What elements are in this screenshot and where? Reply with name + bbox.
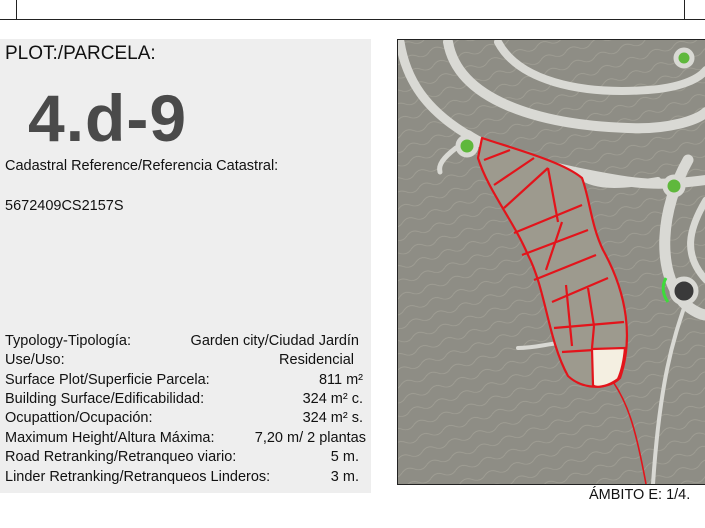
map-caption: ÁMBITO E: 1/4.	[589, 487, 691, 503]
detail-value: Residencial	[279, 352, 354, 368]
top-rule-tick	[684, 0, 685, 19]
detail-key: Road Retranking/Retranqueo viario:	[5, 449, 237, 465]
top-rule	[0, 0, 705, 20]
detail-row-max-height	[5, 430, 366, 449]
plot-label: PLOT:/PARCELA:	[5, 43, 156, 64]
detail-key: Ocupattion/Ocupación:	[5, 410, 153, 426]
detail-value: Garden city/Ciudad Jardín	[190, 333, 359, 349]
detail-row-occupation	[5, 410, 363, 429]
site-plan-map	[397, 39, 705, 485]
detail-value: 324 m² s.	[302, 410, 363, 426]
detail-key: Typology-Tipología:	[5, 333, 132, 349]
detail-value: 811 m²	[318, 372, 363, 388]
detail-row-road-setback	[5, 449, 363, 468]
detail-value: 7,20 m/ 2 plantas	[254, 430, 366, 446]
detail-value: 5 m.	[330, 449, 359, 465]
detail-row-building-surface	[5, 391, 363, 410]
detail-key: Use/Uso:	[5, 352, 65, 368]
detail-row-use	[5, 352, 363, 371]
detail-row-boundary-setback	[5, 469, 363, 488]
detail-key: Surface Plot/Superficie Parcela:	[5, 372, 210, 388]
top-rule-tick	[16, 0, 17, 19]
detail-value: 324 m² c.	[302, 391, 363, 407]
plot-number: 4.d-9	[28, 81, 188, 155]
detail-key: Building Surface/Edificabilidad:	[5, 391, 205, 407]
detail-value: 3 m.	[330, 469, 359, 485]
detail-key: Linder Retranking/Retranqueos Linderos:	[5, 469, 271, 485]
detail-key: Maximum Height/Altura Máxima:	[5, 430, 215, 446]
cadastral-reference-label: Cadastral Reference/Referencia Catastral:	[5, 158, 279, 174]
cadastral-reference-value: 5672409CS2157S	[5, 198, 124, 214]
detail-row-surface-plot	[5, 372, 363, 391]
detail-row-typology	[5, 333, 363, 352]
